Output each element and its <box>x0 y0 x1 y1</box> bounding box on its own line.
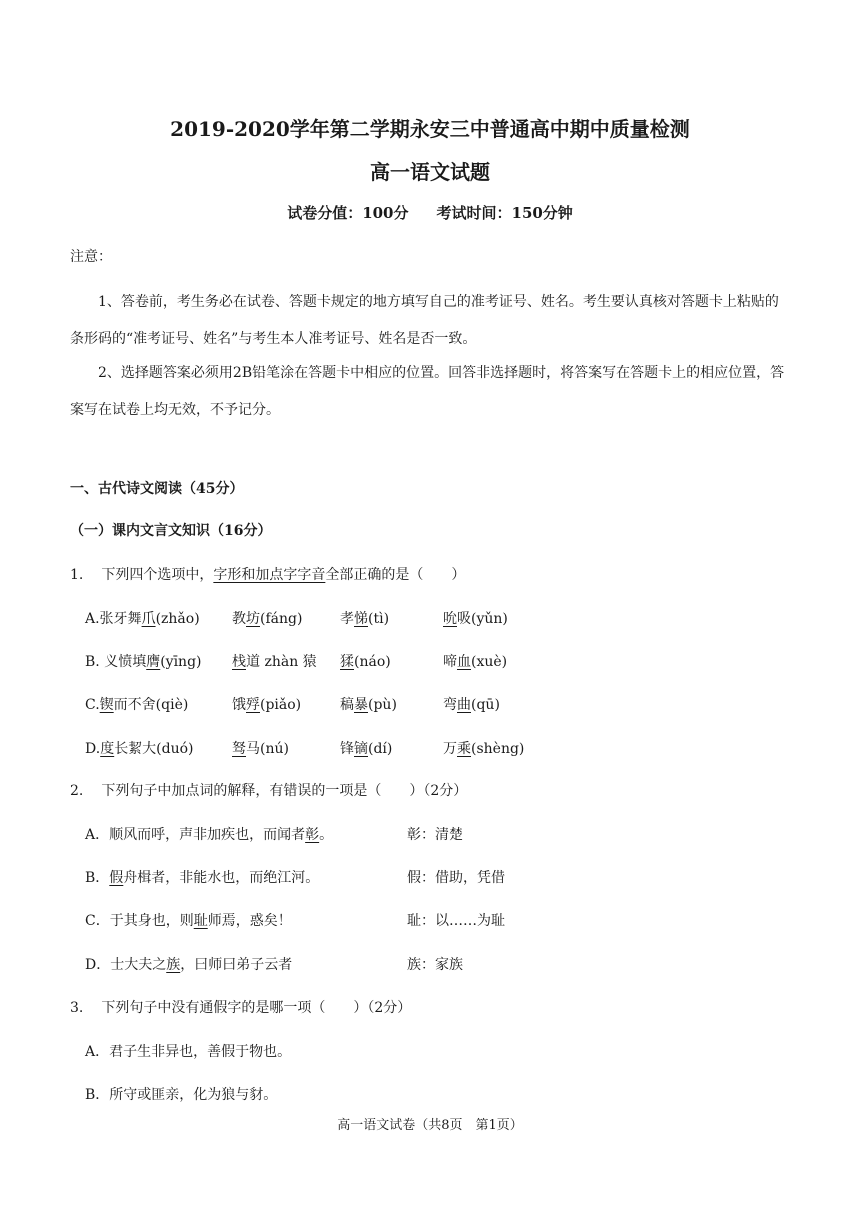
dotted-char: 暴 <box>354 697 368 713</box>
exam-score: 试卷分值：100分 <box>287 204 409 222</box>
option-text: 啼 <box>443 654 457 670</box>
q3-option-a: A．君子生非异也，善假于物也。 <box>85 1044 292 1060</box>
dotted-char: 猱 <box>340 654 354 670</box>
exam-subtitle: 高一语文试题 <box>370 160 490 184</box>
option-text: (tì) <box>368 611 390 627</box>
option-text: ，曰师曰弟子云者 <box>180 957 293 973</box>
option-cell <box>340 694 397 714</box>
question-number: 1. <box>70 567 84 583</box>
option-cell <box>85 651 202 671</box>
option-text: (piǎo) <box>260 697 302 713</box>
option-sentence <box>85 910 292 930</box>
section-heading: 一、古代诗文阅读（45分） <box>70 481 244 497</box>
dotted-char: 殍 <box>246 697 260 713</box>
option-gloss: 族：家族 <box>407 957 463 973</box>
question-stem: 下列句子中加点词的解释，有错误的一项是（ ）（2分） <box>101 783 468 799</box>
option-text: 长絜大(duó) <box>114 741 194 757</box>
option-text: B. 义愤填 <box>85 654 147 670</box>
exam-title: 2019-2020学年第二学期永安三中普通高中期中质量检测 <box>170 117 690 141</box>
option-cell <box>85 694 188 714</box>
option-text: 师焉，惑矣！ <box>207 913 292 929</box>
subsection-heading: （一）课内文言文知识（16分） <box>70 523 272 539</box>
option-sentence <box>85 867 319 887</box>
option-text: (pù) <box>368 697 397 713</box>
notice-item-2: 2、选择题答案必须用2B铅笔涂在答题卡中相应的位置。回答非选择题时，将答案写在答题卡上的相应位置，答案写在试卷上均无效，不予记分。 <box>70 365 785 418</box>
option-text: 舟楫者，非能水也，而绝江河。 <box>123 870 320 886</box>
option-text: C．于其身也，则 <box>85 913 194 929</box>
dotted-char: 镝 <box>354 741 368 757</box>
q3-option-b: B．所守或匪亲，化为狼与豺。 <box>85 1087 278 1103</box>
option-gloss: 彰：清楚 <box>407 827 463 843</box>
dotted-char: 爪 <box>141 611 156 627</box>
option-text: 锋 <box>340 741 354 757</box>
option-text: (xuè) <box>471 654 508 670</box>
page-footer: 高一语文试卷（共8页 第1页） <box>337 1118 523 1133</box>
option-text: 饿 <box>232 697 246 713</box>
dotted-char: 锲 <box>99 697 114 713</box>
option-sentence <box>85 954 292 974</box>
option-text: 万 <box>443 741 457 757</box>
question-number: 3. <box>70 1000 84 1016</box>
option-text: 道 zhàn 猿 <box>246 654 317 670</box>
question-stem: 下列四个选项中， <box>101 567 214 583</box>
question-1 <box>70 564 465 584</box>
option-cell <box>443 738 524 758</box>
option-cell <box>340 738 392 758</box>
option-cell <box>443 651 507 671</box>
dotted-char: 栈 <box>232 654 246 670</box>
option-text: (zhǎo) <box>155 611 200 627</box>
dotted-char: 悌 <box>354 611 368 627</box>
notice-label: 注意： <box>70 249 112 265</box>
option-gloss: 假：借助，凭借 <box>407 870 505 886</box>
option-cell <box>232 608 302 628</box>
dotted-char: 血 <box>457 654 471 670</box>
option-sentence <box>85 824 333 844</box>
dotted-word: 耻 <box>193 913 208 929</box>
dotted-char: 度 <box>100 741 115 757</box>
option-text: (shèng) <box>471 741 525 757</box>
question-number: 2. <box>70 783 84 799</box>
option-cell <box>443 694 500 714</box>
option-text: 孝 <box>340 611 354 627</box>
dotted-char: 驽 <box>232 741 246 757</box>
option-text: A.张牙舞 <box>85 611 142 627</box>
dotted-word: 彰 <box>305 827 320 843</box>
question-stem: 下列句子中没有通假字的是哪一项（ ）（2分） <box>101 1000 412 1016</box>
question-stem-end: 全部正确的是（ ） <box>325 567 466 583</box>
option-cell <box>85 608 200 628</box>
option-text: (yīng) <box>160 654 202 670</box>
question-2 <box>70 780 467 800</box>
dotted-word: 假 <box>109 870 124 886</box>
option-text: (qū) <box>471 697 500 713</box>
option-text: 弯 <box>443 697 457 713</box>
option-text: 稿 <box>340 697 354 713</box>
option-gloss: 耻：以……为耻 <box>407 913 505 929</box>
option-text: A．顺风而呼，声非加疾也，而闻者 <box>85 827 306 843</box>
dotted-char: 曲 <box>457 697 471 713</box>
dotted-char: 吮 <box>443 611 457 627</box>
option-cell <box>232 651 317 671</box>
underlined-text: 字形和加点字字音 <box>213 567 326 583</box>
option-text: 。 <box>319 827 334 843</box>
option-text: B． <box>85 870 110 886</box>
option-text: D. <box>85 741 101 757</box>
question-3 <box>70 997 411 1017</box>
option-text: (dí) <box>368 741 393 757</box>
exam-time: 考试时间：150分钟 <box>436 204 573 222</box>
option-text: 马(nú) <box>246 741 289 757</box>
option-cell <box>85 738 194 758</box>
dotted-char: 乘 <box>457 741 471 757</box>
option-cell <box>443 608 508 628</box>
option-cell <box>232 694 301 714</box>
option-text: (fáng) <box>260 611 303 627</box>
option-text: 教 <box>232 611 246 627</box>
exam-meta <box>0 202 860 223</box>
option-text: 吸(yǔn) <box>457 611 508 627</box>
notice-item-1: 1、答卷前，考生务必在试卷、答题卡规定的地方填写自己的准考证号、姓名。考生要认真核对答题卡上粘贴的条形码的“准考证号、姓名”与考生本人准考证号、姓名是否一致。 <box>70 294 779 347</box>
option-text: D．士大夫之 <box>85 957 167 973</box>
option-cell <box>232 738 289 758</box>
dotted-char: 膺 <box>146 654 161 670</box>
option-text: C. <box>85 697 100 713</box>
option-text: (náo) <box>354 654 391 670</box>
dotted-char: 坊 <box>246 611 260 627</box>
option-text: 而不舍(qiè) <box>113 697 189 713</box>
option-cell <box>340 608 389 628</box>
option-cell <box>340 651 391 671</box>
dotted-word: 族 <box>166 957 181 973</box>
